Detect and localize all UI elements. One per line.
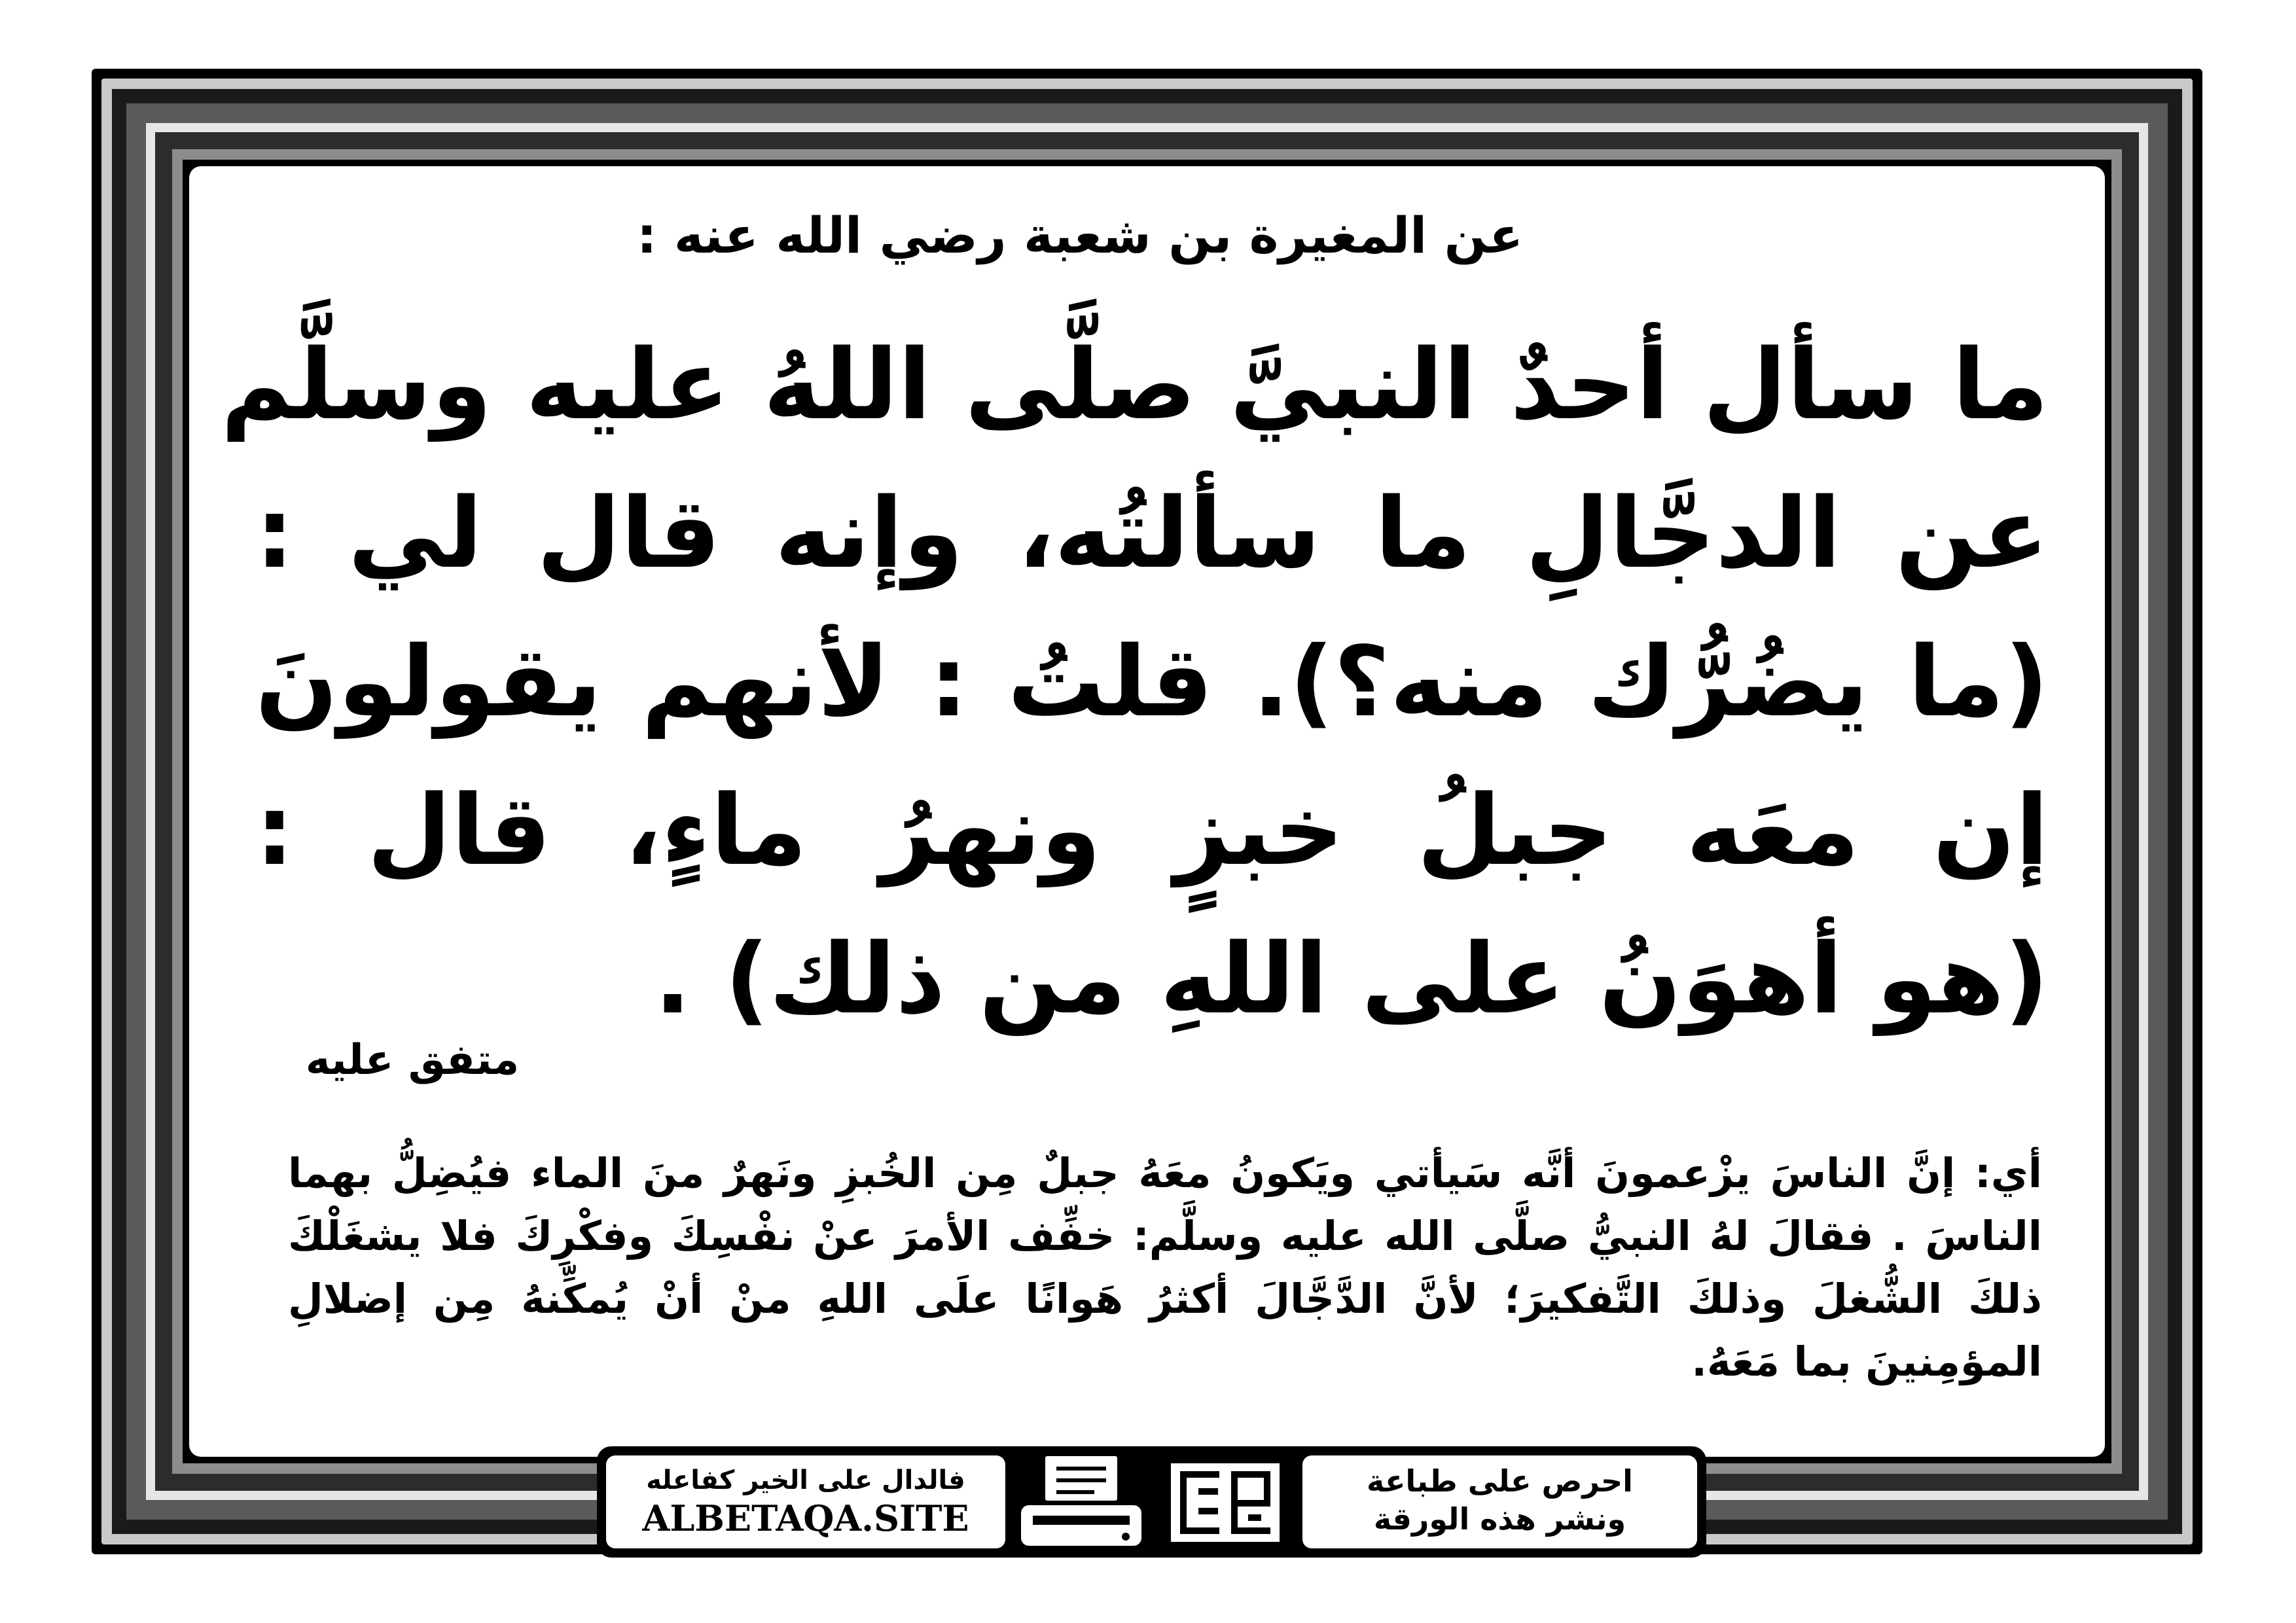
footer-print-line1: احرص على طباعة [1367, 1463, 1633, 1499]
logo-icon [1157, 1450, 1294, 1555]
hadith-line: (ما يضُرُّك منه؟). قلتُ : لأنهم يقولونَ [255, 626, 2049, 738]
hadith-line: عن الدجَّالِ ما سألتُه، وإنه قال لي : [255, 477, 2049, 590]
explanation-text: أي: إنَّ الناسَ يزْعمونَ أنَّه سَيأتي ويَكونُ معَهُ جبلٌ مِن الخُبزِ ونَهرٌ منَ الماء فيُضِلُّ بهما الناسَ . فقالَ لهُ النبيُّ صلَّى الله عليه وسلَّم: خفِّف الأمرَ عنْ نفْسِكَ وفكْرِكَ فلا يشغَلْكَ ذلكَ الشُّغلَ وذلكَ التَّفكيرَ؛ لأنَّ الدَّجَّالَ أكثرُ هَوانًا علَى اللهِ منْ أنْ يُمكِّنهُ مِن إضلالِ المؤمِنينَ بما مَعَهُ. [288, 1149, 2042, 1385]
footer-print-box [1302, 1455, 1697, 1548]
hadith-line: (هو أهوَنُ على اللهِ من ذلك) . [654, 923, 2049, 1035]
footer-website[interactable]: ALBETAQA.SITE [642, 1497, 969, 1539]
narrator-heading: عن المغيرة بن شعبة رضي الله عنه : [636, 206, 1523, 264]
hadith-source: متفق عليه [305, 1036, 520, 1084]
hadith-line: إن معَه جبلُ خبزٍ ونهرُ ماءٍ، قال : [255, 774, 2049, 887]
footer-banner [597, 1446, 1706, 1558]
footer-print-line2: ونشر هذه الورقة [1373, 1501, 1626, 1537]
hadith-line: ما سأل أحدٌ النبيَّ صلَّى اللهُ عليه وسلَّم [221, 329, 2049, 441]
printer-icon [1016, 1450, 1147, 1555]
footer-website-box [606, 1455, 1005, 1548]
footer-slogan: فالدال على الخير كفاعله [646, 1465, 965, 1495]
hadith-text [221, 311, 2049, 1054]
